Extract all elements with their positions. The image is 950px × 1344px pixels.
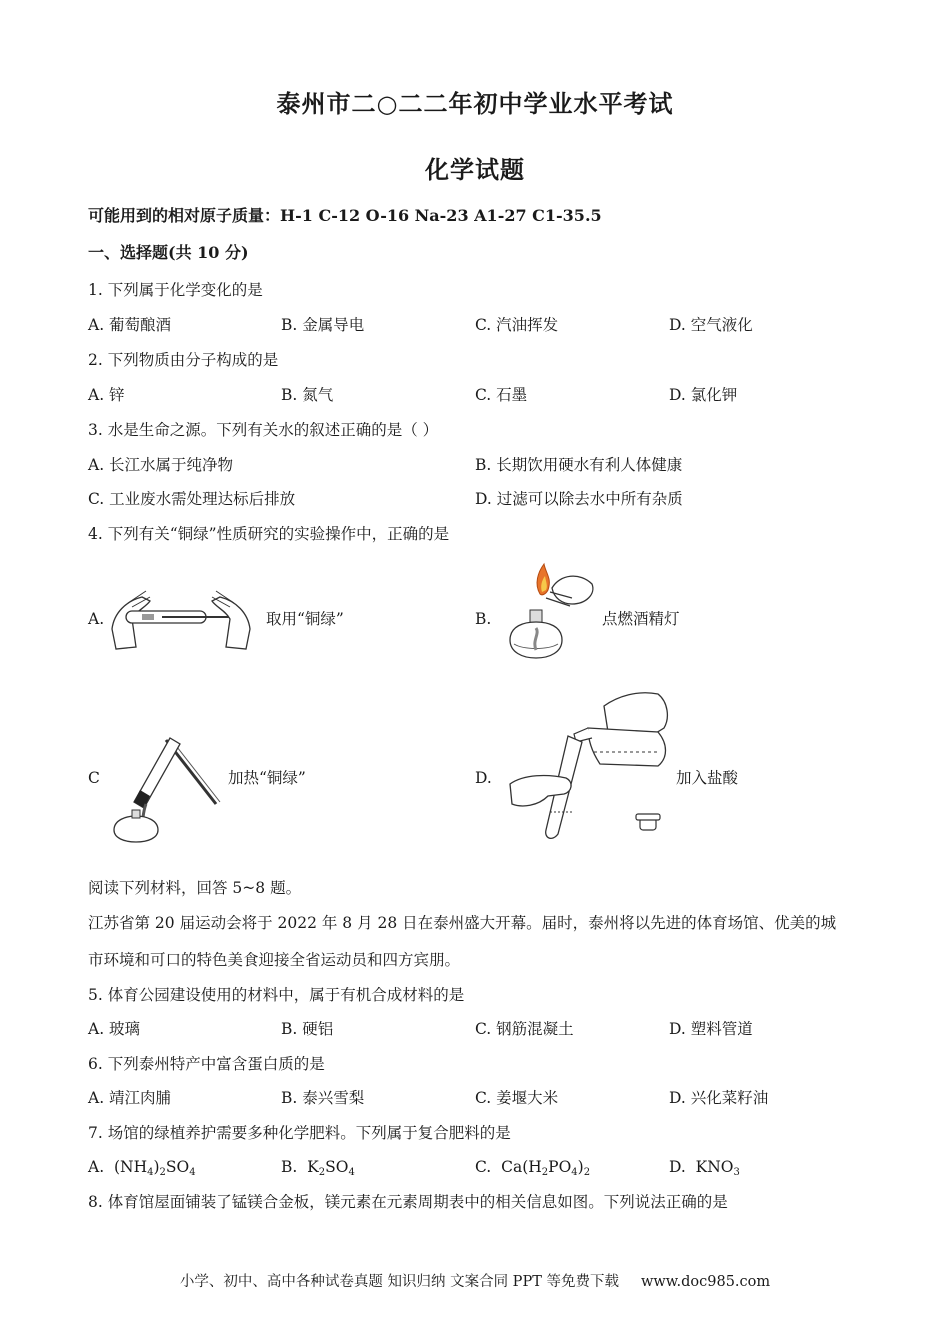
q3-option-a: A. 长江水属于纯净物	[88, 456, 234, 474]
question-5-stem: 5. 体育公园建设使用的材料中，属于有机合成材料的是	[88, 986, 465, 1004]
q4-option-b-label: B.	[475, 610, 492, 628]
heating-test-tube-figure	[104, 732, 224, 844]
q6-option-a: A. 靖江肉脯	[88, 1089, 172, 1107]
q5-option-d: D. 塑料管道	[669, 1020, 753, 1038]
question-6-stem: 6. 下列泰州特产中富含蛋白质的是	[88, 1055, 325, 1073]
atomic-masses: 可能用到的相对原子质量：H-1 C-12 O-16 Na-23 A1-27 C1-35.5	[88, 206, 602, 225]
q4-caption-a: 取用“铜绿”	[266, 610, 344, 628]
q1-option-a: A. 葡萄酿酒	[88, 316, 172, 334]
q2-option-b: B. 氮气	[281, 386, 334, 404]
question-7-stem: 7. 场馆的绿植养护需要多种化学肥料。下列属于复合肥料的是	[88, 1124, 511, 1142]
q5-option-c: C. 钢筋混凝土	[475, 1020, 574, 1038]
q7-option-b: B. $K_2SO_4$	[281, 1158, 355, 1178]
q1-option-c: C. 汽油挥发	[475, 316, 559, 334]
q2-option-c: C. 石墨	[475, 386, 528, 404]
q7-option-d: D. $KNO_3$	[669, 1158, 740, 1178]
q4-option-a-label: A.	[88, 610, 105, 628]
q5-option-b: B. 硬铝	[281, 1020, 334, 1038]
reading-paragraph-line-2: 市环境和可口的特色美食迎接全省运动员和四方宾朋。	[88, 951, 461, 969]
footer-url[interactable]: www.doc985.com	[640, 1274, 771, 1290]
q7-option-a: A. $(NH_4)_2SO_4$	[88, 1158, 196, 1178]
page-footer	[0, 1270, 950, 1291]
q4-caption-b: 点燃酒精灯	[602, 610, 680, 628]
q6-option-b: B. 泰兴雪梨	[281, 1089, 365, 1107]
lighting-alcohol-lamp-figure	[500, 560, 600, 664]
q3-option-b: B. 长期饮用硬水有利人体健康	[475, 456, 683, 474]
adding-hydrochloric-acid-figure	[508, 688, 678, 846]
q5-option-a: A. 玻璃	[88, 1020, 141, 1038]
q3-option-c: C. 工业废水需处理达标后排放	[88, 490, 296, 508]
question-1-stem: 1. 下列属于化学变化的是	[88, 281, 263, 299]
q4-caption-c: 加热“铜绿”	[228, 769, 306, 787]
q4-option-c-label: C	[88, 769, 100, 787]
q3-option-d: D. 过滤可以除去水中所有杂质	[475, 490, 683, 508]
reading-intro: 阅读下列材料，回答 5~8 题。	[88, 879, 302, 897]
question-8-stem: 8. 体育馆屋面铺装了锰镁合金板，镁元素在元素周期表中的相关信息如图。下列说法正确的是	[88, 1193, 728, 1211]
q2-option-a: A. 锌	[88, 386, 125, 404]
section-heading: 一、选择题(共 10 分)	[88, 243, 249, 262]
q1-option-d: D. 空气液化	[669, 316, 753, 334]
question-4-stem: 4. 下列有关“铜绿”性质研究的实验操作中，正确的是	[88, 525, 450, 543]
q1-option-b: B. 金属导电	[281, 316, 365, 334]
q2-option-d: D. 氯化钾	[669, 386, 738, 404]
exam-subtitle: 化学试题	[425, 155, 525, 184]
question-3-stem: 3. 水是生命之源。下列有关水的叙述正确的是（ ）	[88, 421, 439, 439]
q4-caption-d: 加入盐酸	[676, 769, 739, 787]
question-2-stem: 2. 下列物质由分子构成的是	[88, 351, 279, 369]
q6-option-d: D. 兴化菜籽油	[669, 1089, 769, 1107]
q7-option-c: C. $Ca(H_2PO_4)_2$	[475, 1158, 591, 1178]
exam-title: 泰州市二○二二年初中学业水平考试	[276, 89, 674, 118]
q4-option-d-label: D.	[475, 769, 492, 787]
reading-paragraph-line-1: 江苏省第 20 届运动会将于 2022 年 8 月 28 日在泰州盛大开幕。届时，泰州将以先进的体育场馆、优美的城	[88, 914, 837, 932]
footer-text: 小学、初中、高中各种试卷真题 知识归纳 文案合同 PPT 等免费下载	[179, 1274, 619, 1290]
test-tube-powder-figure	[106, 577, 256, 655]
q6-option-c: C. 姜堰大米	[475, 1089, 559, 1107]
